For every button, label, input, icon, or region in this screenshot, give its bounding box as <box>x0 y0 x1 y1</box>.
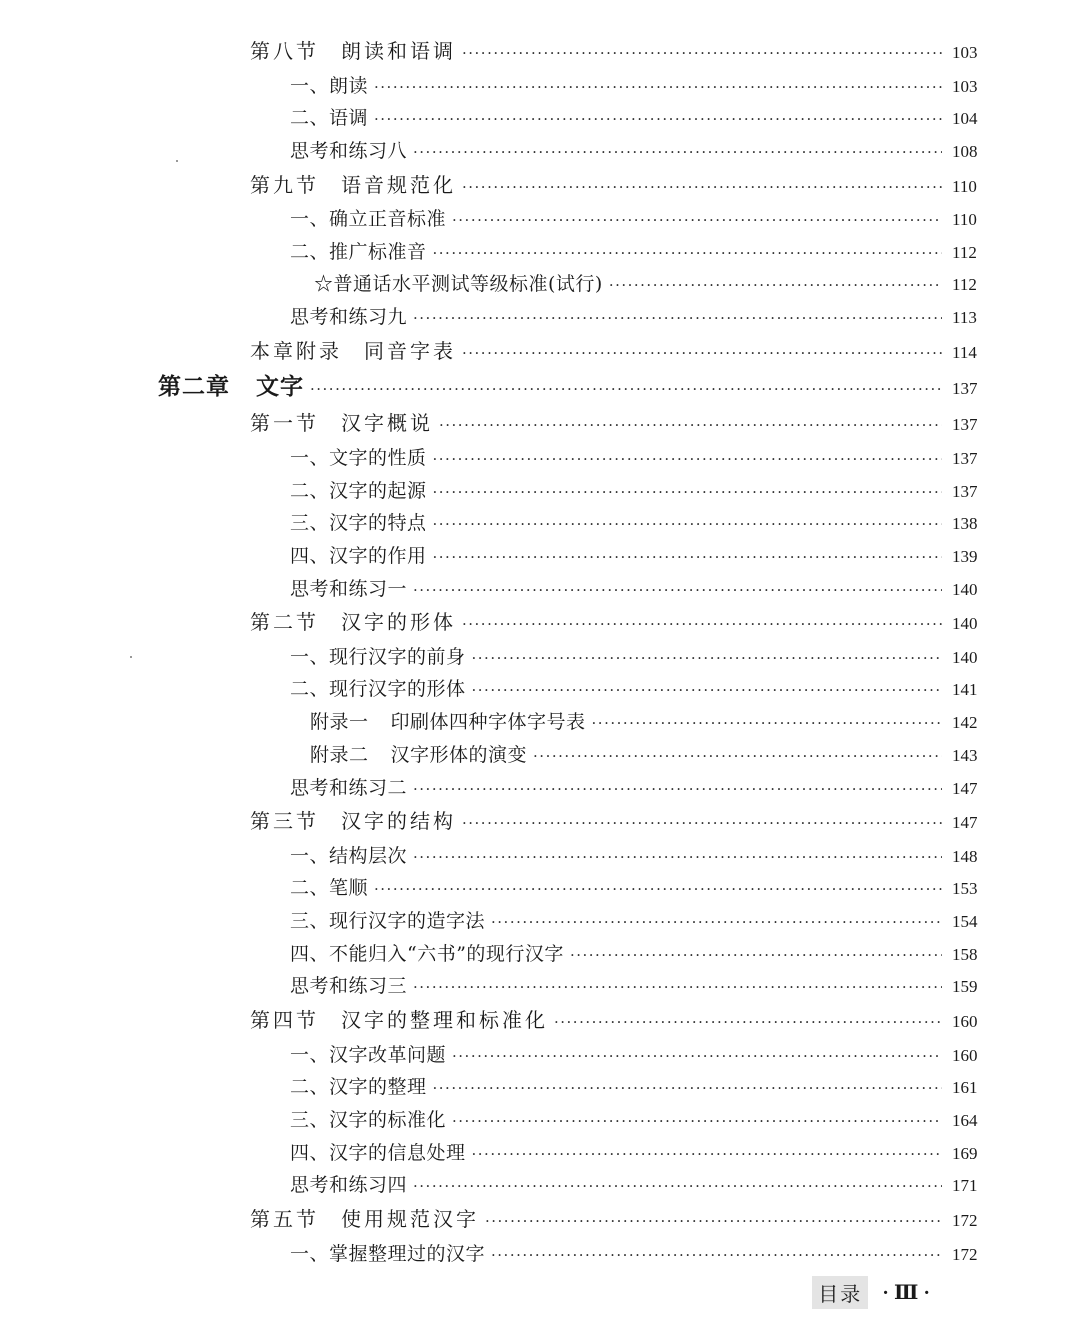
toc-subsection-entry[interactable] <box>0 1238 1080 1271</box>
toc-page-number: 138 <box>952 514 978 534</box>
dot-leader <box>485 1204 942 1240</box>
toc-entry-title: 一、朗读 <box>290 74 369 97</box>
toc-entry-title-group <box>290 872 368 905</box>
dot-leader <box>462 806 942 842</box>
toc-subsection-entry[interactable] <box>0 739 1080 772</box>
toc-entry-label: 第四节 <box>250 1008 319 1033</box>
toc-entry-title: 语音规范化 <box>341 172 456 197</box>
dot-leader <box>491 906 942 939</box>
toc-entry-title-group <box>290 236 427 269</box>
toc-subsection-entry[interactable] <box>0 872 1080 905</box>
toc-entry-label: 第九节 <box>250 172 319 197</box>
toc-entry-title-group <box>310 706 586 739</box>
toc-entry-label: 第五节 <box>250 1207 319 1232</box>
toc-page-number: 143 <box>952 745 978 765</box>
toc-section-entry[interactable] <box>0 804 1080 840</box>
toc-entry-title-group <box>290 1104 446 1137</box>
toc-page-number: 169 <box>952 1143 978 1163</box>
toc-page-number: 110 <box>952 210 977 230</box>
dot-leader <box>374 103 942 136</box>
toc-entry-title-group <box>290 540 427 573</box>
toc-entry-title-group <box>290 1039 446 1072</box>
toc-subsection-entry[interactable] <box>0 475 1080 508</box>
toc-entry-title-group <box>250 406 433 442</box>
toc-page-number: 172 <box>952 1244 978 1264</box>
toc-page-number: 147 <box>952 813 978 833</box>
toc-entry-title-group <box>250 168 456 204</box>
dot-leader <box>413 574 942 607</box>
toc-page-number: 160 <box>952 1045 978 1065</box>
toc-entry-title-group <box>290 1137 466 1170</box>
toc-entry-label: 第二章 <box>158 374 230 401</box>
dot-leader <box>413 1170 942 1203</box>
toc-subsection-entry[interactable] <box>0 540 1080 573</box>
toc-section-entry[interactable] <box>0 605 1080 641</box>
dot-leader <box>310 371 942 408</box>
toc-entry-title-group <box>290 135 407 168</box>
toc-page-number: 160 <box>952 1012 978 1032</box>
toc-entry-title: 二、汉字的起源 <box>290 479 427 502</box>
toc-page-number: 104 <box>952 109 978 129</box>
toc-entry-title: 三、现行汉字的造字法 <box>290 910 486 933</box>
toc-page-number: 154 <box>952 912 978 932</box>
toc-entry-title-group <box>290 475 427 508</box>
toc-entry-title-group <box>290 938 564 971</box>
toc-page-number: 112 <box>952 275 977 295</box>
toc-page-number: 137 <box>952 379 978 399</box>
toc-page-number: 141 <box>952 680 978 700</box>
toc-entry-title-group <box>290 1169 407 1202</box>
dot-leader <box>554 1005 942 1041</box>
dot-leader <box>452 204 942 237</box>
toc-subsection-entry[interactable] <box>0 641 1080 674</box>
toc-entry-title-group <box>290 442 427 475</box>
toc-page-number: 137 <box>952 448 978 468</box>
toc-entry-title-group <box>290 970 407 1003</box>
toc-entry-title: 二、推广标准音 <box>290 240 427 263</box>
toc-subsection-entry[interactable] <box>0 236 1080 269</box>
toc-entry-title: 一、文字的性质 <box>290 446 427 469</box>
dot-leader <box>472 1138 942 1171</box>
toc-entry-title-group <box>314 268 603 301</box>
toc-page-number: 147 <box>952 778 978 798</box>
toc-entry-title-group <box>310 739 527 772</box>
dot-leader <box>374 873 942 906</box>
toc-subsection-entry[interactable] <box>0 1071 1080 1104</box>
toc-entry-title: 汉字的形体 <box>341 610 456 635</box>
toc-subsection-entry[interactable] <box>0 268 1080 301</box>
toc-page-number: 161 <box>952 1078 978 1098</box>
toc-page-number: 159 <box>952 977 978 997</box>
toc-section-entry[interactable] <box>0 406 1080 442</box>
toc-entry-title: 二、语调 <box>290 107 369 130</box>
dot-leader <box>592 707 942 740</box>
toc-entry-title-group <box>290 772 407 805</box>
toc-subsection-entry[interactable] <box>0 507 1080 540</box>
toc-page-number: 140 <box>952 579 978 599</box>
toc-entry-label: 本章附录 <box>250 338 342 363</box>
toc-subsection-entry[interactable] <box>0 573 1080 606</box>
toc-entry-title: ☆普通话水平测试等级标准(试行) <box>314 273 603 296</box>
toc-page-number: 171 <box>952 1176 978 1196</box>
dot-leader <box>462 170 942 206</box>
toc-entry-label: 第二节 <box>250 610 319 635</box>
toc-subsection-entry[interactable] <box>0 70 1080 103</box>
dot-leader <box>533 740 942 773</box>
toc-section-entry[interactable] <box>0 334 1080 370</box>
dot-leader <box>452 1105 942 1138</box>
toc-entry-title: 二、笔顺 <box>290 877 369 900</box>
toc-page-number: 114 <box>952 342 977 362</box>
toc-page-number: 153 <box>952 879 978 899</box>
toc-entry-title-group <box>158 369 304 406</box>
toc-entry-title: 一、掌握整理过的汉字 <box>290 1242 486 1265</box>
toc-page-number: 110 <box>952 176 977 196</box>
toc-entry-title-group <box>290 102 368 135</box>
toc-page-number: 172 <box>952 1211 978 1231</box>
toc-entry-title: 一、汉字改革问题 <box>290 1043 447 1066</box>
toc-page-number: 158 <box>952 944 978 964</box>
toc-subsection-entry[interactable] <box>0 706 1080 739</box>
toc-subsection-entry[interactable] <box>0 673 1080 706</box>
toc-subsection-entry[interactable] <box>0 772 1080 805</box>
toc-entry-title: 三、汉字的特点 <box>290 512 427 535</box>
table-of-contents <box>0 34 1080 1270</box>
toc-entry-title-group <box>290 673 466 706</box>
dot-leader <box>609 269 942 302</box>
dot-leader <box>413 841 942 874</box>
toc-entry-title: 思考和练习八 <box>290 139 408 162</box>
toc-entry-title: 四、汉字的信息处理 <box>290 1141 466 1164</box>
toc-subsection-entry[interactable] <box>0 840 1080 873</box>
dot-leader <box>462 36 942 72</box>
toc-page-number: 140 <box>952 647 978 667</box>
toc-page-number: 137 <box>952 481 978 501</box>
dot-leader <box>570 939 942 972</box>
dot-leader <box>491 1239 942 1272</box>
dot-leader <box>433 476 942 509</box>
toc-page-number: 148 <box>952 846 978 866</box>
toc-page-number: 108 <box>952 141 978 161</box>
toc-entry-label: 第八节 <box>250 39 319 63</box>
toc-entry-title: 印刷体四种字体字号表 <box>390 711 586 734</box>
toc-entry-title: 朗读和语调 <box>341 39 456 63</box>
toc-entry-title-group <box>290 1071 427 1104</box>
dot-leader <box>433 508 942 541</box>
toc-entry-title: 同音字表 <box>364 338 456 363</box>
page-footer <box>812 1275 930 1309</box>
toc-entry-title-group <box>250 605 456 641</box>
toc-subsection-entry[interactable] <box>0 938 1080 971</box>
toc-entry-title-group <box>290 573 407 606</box>
dot-leader <box>472 674 942 707</box>
toc-page-number: 140 <box>952 614 978 634</box>
toc-entry-title: 汉字形体的演变 <box>390 743 528 766</box>
toc-entry-title: 汉字概说 <box>341 411 433 436</box>
toc-section-entry[interactable] <box>0 1202 1080 1238</box>
toc-entry-title: 思考和练习三 <box>290 975 408 998</box>
toc-section-entry[interactable] <box>0 1003 1080 1039</box>
toc-entry-title-group <box>290 203 446 236</box>
dot-leader <box>413 773 942 806</box>
footer-section-tag: 目录 <box>812 1276 868 1309</box>
toc-subsection-entry[interactable] <box>0 970 1080 1003</box>
toc-section-entry[interactable] <box>0 34 1080 70</box>
toc-entry-title-group <box>250 334 456 370</box>
toc-entry-title: 一、现行汉字的前身 <box>290 645 466 668</box>
toc-entry-title: 汉字的结构 <box>341 809 456 834</box>
dot-leader <box>462 607 942 643</box>
dot-leader <box>462 336 942 372</box>
toc-entry-title-group <box>250 1202 479 1238</box>
toc-entry-title-group <box>250 1003 548 1039</box>
dot-leader <box>413 136 942 169</box>
toc-entry-title-group <box>290 905 485 938</box>
toc-entry-label: 第三节 <box>250 809 319 834</box>
toc-entry-label: 附录二 <box>310 743 369 766</box>
dot-leader <box>413 971 942 1004</box>
toc-section-entry[interactable] <box>0 168 1080 204</box>
toc-entry-title: 思考和练习二 <box>290 776 408 799</box>
dot-leader <box>413 302 942 335</box>
dot-leader <box>433 1072 942 1105</box>
toc-page-number: 142 <box>952 713 978 733</box>
dot-leader <box>439 408 942 444</box>
toc-subsection-entry[interactable] <box>0 203 1080 236</box>
toc-entry-title-group <box>290 301 407 334</box>
toc-entry-label: 第一节 <box>250 411 319 436</box>
toc-subsection-entry[interactable] <box>0 905 1080 938</box>
toc-subsection-entry[interactable] <box>0 135 1080 168</box>
toc-subsection-entry[interactable] <box>0 1137 1080 1170</box>
toc-entry-title: 四、不能归入“六书”的现行汉字 <box>290 942 564 965</box>
margin-speck <box>176 160 178 162</box>
toc-entry-title-group <box>290 70 368 103</box>
margin-speck <box>130 656 132 658</box>
toc-entry-title: 一、结构层次 <box>290 844 408 867</box>
toc-entry-title-group <box>290 507 427 540</box>
dot-leader <box>374 71 942 104</box>
toc-subsection-entry[interactable] <box>0 442 1080 475</box>
toc-subsection-entry[interactable] <box>0 102 1080 135</box>
dot-leader <box>452 1040 942 1073</box>
toc-entry-title: 文字 <box>256 374 304 401</box>
toc-entry-title: 思考和练习四 <box>290 1174 408 1197</box>
toc-subsection-entry[interactable] <box>0 1039 1080 1072</box>
toc-entry-title: 四、汉字的作用 <box>290 544 427 567</box>
dot-leader <box>433 541 942 574</box>
toc-subsection-entry[interactable] <box>0 301 1080 334</box>
toc-entry-title: 思考和练习九 <box>290 306 408 329</box>
toc-entry-title-group <box>290 1238 485 1271</box>
toc-page-number: 164 <box>952 1111 978 1130</box>
toc-entry-title-group <box>250 804 456 840</box>
toc-entry-title: 二、汉字的整理 <box>290 1076 427 1099</box>
toc-page-number: 139 <box>952 546 978 566</box>
toc-entry-title: 汉字的整理和标准化 <box>341 1008 548 1033</box>
toc-entry-label: 附录一 <box>310 711 369 734</box>
toc-entry-title: 三、汉字的标准化 <box>290 1109 447 1131</box>
dot-leader <box>433 237 942 270</box>
toc-entry-title: 二、现行汉字的形体 <box>290 678 466 701</box>
toc-subsection-entry[interactable] <box>0 1104 1080 1137</box>
dot-leader <box>472 642 942 675</box>
toc-entry-title-group <box>290 641 466 674</box>
footer-page-number: · Ⅲ · <box>882 1281 930 1304</box>
toc-page-number: 112 <box>952 242 977 262</box>
toc-entry-title: 使用规范汉字 <box>341 1207 479 1232</box>
toc-entry-title: 思考和练习一 <box>290 577 408 600</box>
toc-entry-title-group <box>290 840 407 873</box>
toc-page-number: 137 <box>952 415 978 435</box>
toc-page-number: 103 <box>952 43 978 62</box>
dot-leader <box>433 443 942 476</box>
toc-entry-title: 一、确立正音标准 <box>290 208 447 231</box>
toc-entry-title-group <box>250 34 456 70</box>
toc-page-number: 103 <box>952 76 978 96</box>
toc-page-number: 113 <box>952 308 977 328</box>
toc-subsection-entry[interactable] <box>0 1169 1080 1202</box>
toc-chapter-entry[interactable] <box>0 369 1080 406</box>
